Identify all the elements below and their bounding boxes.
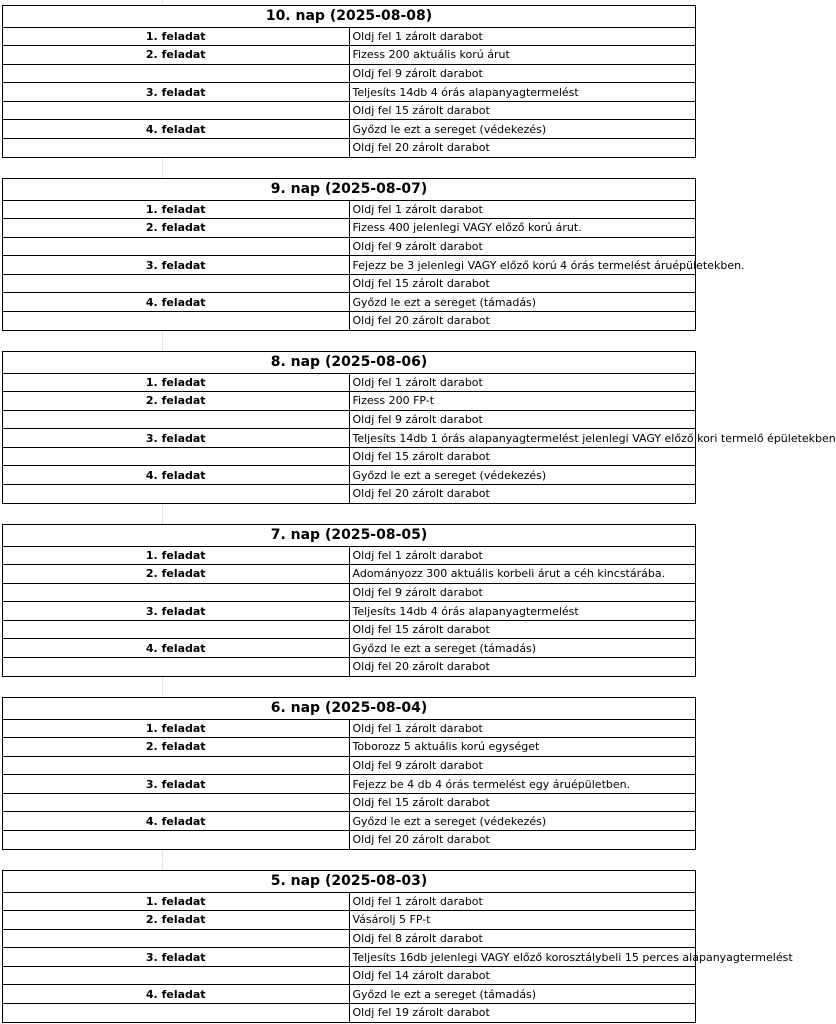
task-label-cell[interactable] [3, 410, 350, 429]
day-block [2, 524, 696, 677]
task-row [3, 639, 696, 658]
task-description-cell[interactable]: Oldj fel 20 zárolt darabot [349, 658, 696, 677]
task-description-cell[interactable]: Győzd le ezt a sereget (támadás) [349, 293, 696, 312]
task-label-cell[interactable] [3, 756, 350, 775]
task-description-cell[interactable]: Győzd le ezt a sereget (védekezés) [349, 812, 696, 831]
task-description-cell[interactable]: Oldj fel 1 zárolt darabot [349, 200, 696, 219]
day-header-row [3, 871, 696, 893]
task-description-cell[interactable]: Oldj fel 1 zárolt darabot [349, 719, 696, 738]
task-row [3, 602, 696, 621]
task-row [3, 312, 696, 331]
task-label-cell[interactable] [3, 139, 350, 158]
task-description-cell[interactable]: Oldj fel 9 zárolt darabot [349, 756, 696, 775]
task-label-cell[interactable] [3, 831, 350, 850]
task-description-cell[interactable]: Oldj fel 9 zárolt darabot [349, 237, 696, 256]
task-row [3, 948, 696, 967]
task-row [3, 120, 696, 139]
task-row [3, 719, 696, 738]
task-label-cell[interactable]: 1. feladat [3, 27, 350, 46]
task-row [3, 546, 696, 565]
task-description-cell[interactable]: Oldj fel 1 zárolt darabot [349, 27, 696, 46]
task-row [3, 429, 696, 448]
task-description-cell[interactable]: Fejezz be 3 jelenlegi VAGY előző korú 4 órás termelést áruépületekben. [349, 256, 696, 275]
task-description-cell[interactable]: Fizess 200 aktuális korú árut [349, 46, 696, 65]
day-title[interactable]: 6. nap (2025-08-04) [3, 698, 696, 720]
task-description-cell[interactable]: Oldj fel 9 zárolt darabot [349, 64, 696, 83]
task-label-cell[interactable] [3, 583, 350, 602]
task-description-cell[interactable]: Győzd le ezt a sereget (védekezés) [349, 466, 696, 485]
task-label-cell[interactable]: 3. feladat [3, 775, 350, 794]
task-description-cell[interactable]: Oldj fel 1 zárolt darabot [349, 892, 696, 911]
task-description-cell[interactable]: Fizess 400 jelenlegi VAGY előző korú árut. [349, 219, 696, 238]
task-label-cell[interactable]: 1. feladat [3, 546, 350, 565]
task-label-cell[interactable]: 1. feladat [3, 373, 350, 392]
task-description-cell[interactable]: Oldj fel 15 zárolt darabot [349, 101, 696, 120]
task-label-cell[interactable]: 2. feladat [3, 392, 350, 411]
task-description-cell[interactable]: Oldj fel 15 zárolt darabot [349, 793, 696, 812]
day-title[interactable]: 8. nap (2025-08-06) [3, 352, 696, 374]
day-header-row [3, 525, 696, 547]
task-row [3, 929, 696, 948]
task-row [3, 256, 696, 275]
task-row [3, 139, 696, 158]
task-row [3, 831, 696, 850]
task-label-cell[interactable]: 4. feladat [3, 293, 350, 312]
task-description-cell[interactable]: Teljesíts 14db 4 órás alapanyagtermelést [349, 602, 696, 621]
task-label-cell[interactable] [3, 793, 350, 812]
task-row [3, 892, 696, 911]
task-description-cell[interactable]: Fejezz be 4 db 4 órás termelést egy áruépületben. [349, 775, 696, 794]
task-label-cell[interactable]: 3. feladat [3, 602, 350, 621]
task-row [3, 237, 696, 256]
day-title[interactable]: 7. nap (2025-08-05) [3, 525, 696, 547]
task-row [3, 101, 696, 120]
day-table [2, 178, 745, 331]
task-row [3, 583, 696, 602]
day-block [2, 351, 836, 504]
task-description-cell[interactable]: Oldj fel 14 zárolt darabot [349, 966, 696, 985]
task-description-cell[interactable]: Oldj fel 19 zárolt darabot [349, 1004, 696, 1023]
task-description-cell[interactable]: Vásárolj 5 FP-t [349, 911, 696, 930]
task-label-cell[interactable] [3, 658, 350, 677]
task-row [3, 373, 696, 392]
day-header-row [3, 6, 696, 28]
task-row [3, 658, 696, 677]
task-label-cell[interactable]: 2. feladat [3, 46, 350, 65]
task-row [3, 911, 696, 930]
day-block [2, 870, 793, 1023]
task-label-cell[interactable]: 1. feladat [3, 719, 350, 738]
task-label-cell[interactable] [3, 447, 350, 466]
task-row [3, 812, 696, 831]
task-description-cell[interactable]: Oldj fel 15 zárolt darabot [349, 274, 696, 293]
task-description-cell[interactable]: Győzd le ezt a sereget (támadás) [349, 985, 696, 1004]
task-label-cell[interactable] [3, 312, 350, 331]
task-label-cell[interactable] [3, 485, 350, 504]
day-block [2, 178, 745, 331]
task-description-cell[interactable]: Oldj fel 9 zárolt darabot [349, 410, 696, 429]
day-block [2, 5, 696, 158]
task-label-cell[interactable]: 3. feladat [3, 429, 350, 448]
task-description-cell[interactable]: Fizess 200 FP-t [349, 392, 696, 411]
task-row [3, 83, 696, 102]
task-description-cell[interactable]: Oldj fel 20 zárolt darabot [349, 139, 696, 158]
task-description-cell[interactable]: Oldj fel 20 zárolt darabot [349, 485, 696, 504]
task-label-cell[interactable]: 4. feladat [3, 812, 350, 831]
task-description-cell[interactable]: Adományozz 300 aktuális korbeli árut a céh kincstárába. [349, 565, 696, 584]
task-row [3, 756, 696, 775]
task-description-cell[interactable]: Oldj fel 15 zárolt darabot [349, 447, 696, 466]
task-label-cell[interactable]: 3. feladat [3, 256, 350, 275]
task-label-cell[interactable]: 4. feladat [3, 985, 350, 1004]
day-table [2, 351, 836, 504]
day-table [2, 5, 696, 158]
task-description-cell[interactable]: Toborozz 5 aktuális korú egységet [349, 738, 696, 757]
task-row [3, 738, 696, 757]
task-description-cell[interactable]: Teljesíts 16db jelenlegi VAGY előző korosztálybeli 15 perces alapanyagtermelést [349, 948, 696, 967]
task-row [3, 293, 696, 312]
task-row [3, 985, 696, 1004]
task-row [3, 219, 696, 238]
task-row [3, 64, 696, 83]
task-row [3, 410, 696, 429]
day-title[interactable]: 10. nap (2025-08-08) [3, 6, 696, 28]
task-label-cell[interactable]: 2. feladat [3, 219, 350, 238]
task-row [3, 966, 696, 985]
task-label-cell[interactable] [3, 101, 350, 120]
day-header-row [3, 179, 696, 201]
task-label-cell[interactable] [3, 274, 350, 293]
task-label-cell[interactable]: 4. feladat [3, 639, 350, 658]
task-description-cell[interactable]: Oldj fel 8 zárolt darabot [349, 929, 696, 948]
task-description-cell[interactable]: Teljesíts 14db 4 órás alapanyagtermelést [349, 83, 696, 102]
task-description-cell[interactable]: Oldj fel 20 zárolt darabot [349, 831, 696, 850]
day-header-row [3, 352, 696, 374]
task-label-cell[interactable] [3, 1004, 350, 1023]
task-row [3, 620, 696, 639]
task-description-cell[interactable]: Oldj fel 15 zárolt darabot [349, 620, 696, 639]
task-description-cell[interactable]: Oldj fel 1 zárolt darabot [349, 546, 696, 565]
task-row [3, 200, 696, 219]
task-row [3, 466, 696, 485]
task-label-cell[interactable] [3, 620, 350, 639]
day-table [2, 870, 793, 1023]
task-label-cell[interactable]: 3. feladat [3, 83, 350, 102]
task-label-cell[interactable] [3, 929, 350, 948]
task-label-cell[interactable]: 1. feladat [3, 892, 350, 911]
task-row [3, 1004, 696, 1023]
task-description-cell[interactable]: Győzd le ezt a sereget (védekezés) [349, 120, 696, 139]
task-row [3, 485, 696, 504]
task-row [3, 274, 696, 293]
task-label-cell[interactable]: 2. feladat [3, 565, 350, 584]
day-title[interactable]: 9. nap (2025-08-07) [3, 179, 696, 201]
task-description-cell[interactable]: Győzd le ezt a sereget (támadás) [349, 639, 696, 658]
task-row [3, 392, 696, 411]
task-description-cell[interactable]: Oldj fel 9 zárolt darabot [349, 583, 696, 602]
task-description-cell[interactable]: Oldj fel 1 zárolt darabot [349, 373, 696, 392]
day-table [2, 524, 696, 677]
task-label-cell[interactable]: 1. feladat [3, 200, 350, 219]
task-row [3, 793, 696, 812]
day-block [2, 697, 696, 850]
task-row [3, 447, 696, 466]
task-label-cell[interactable] [3, 64, 350, 83]
task-label-cell[interactable]: 2. feladat [3, 911, 350, 930]
day-title[interactable]: 5. nap (2025-08-03) [3, 871, 696, 893]
task-row [3, 775, 696, 794]
task-label-cell[interactable] [3, 237, 350, 256]
task-label-cell[interactable]: 4. feladat [3, 120, 350, 139]
day-table [2, 697, 696, 850]
task-description-cell[interactable]: Teljesíts 14db 1 órás alapanyagtermelést jelenlegi VAGY előző kori termelő épületekben [349, 429, 696, 448]
day-header-row [3, 698, 696, 720]
task-label-cell[interactable]: 4. feladat [3, 466, 350, 485]
task-label-cell[interactable]: 3. feladat [3, 948, 350, 967]
task-label-cell[interactable] [3, 966, 350, 985]
task-row [3, 46, 696, 65]
task-row [3, 565, 696, 584]
task-description-cell[interactable]: Oldj fel 20 zárolt darabot [349, 312, 696, 331]
task-row [3, 27, 696, 46]
task-label-cell[interactable]: 2. feladat [3, 738, 350, 757]
